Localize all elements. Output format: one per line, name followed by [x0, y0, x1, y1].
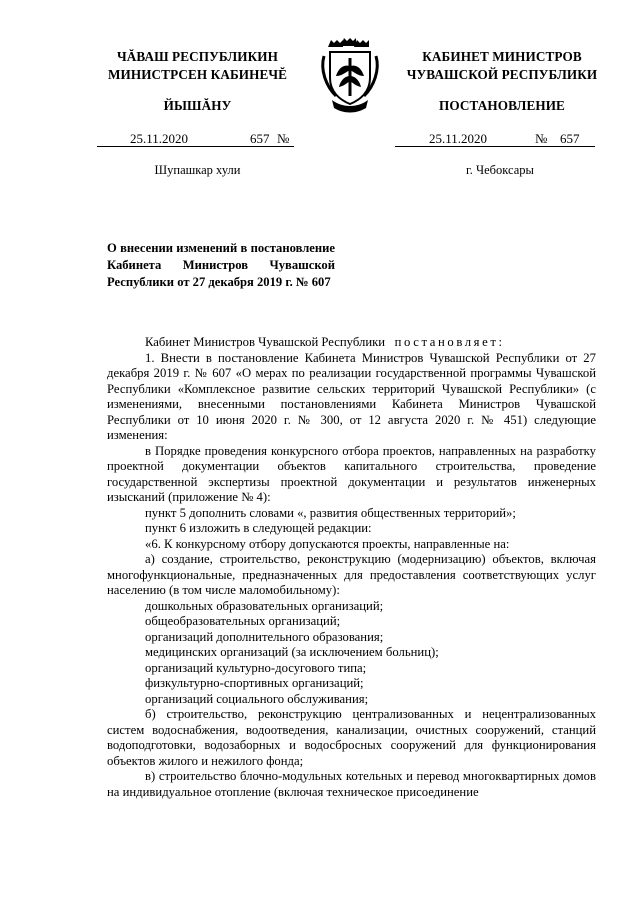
paragraph-2: в Порядке проведения конкурсного отбора проектов, направленных на разработку проектной документации объектов капитального строительства, проведение государственной экспертизы проектной документации и результатов инженерных изысканий (приложение № 4): — [107, 443, 596, 504]
list-item: физкультурно-спортивных организаций; — [145, 676, 364, 690]
header-left-line-1: ЧĂВАШ РЕСПУБЛИКИН — [116, 49, 279, 64]
left-place: Шупашкар хули — [154, 163, 241, 177]
document-body — [107, 335, 596, 800]
header-right-line-2: ЧУВАШСКОЙ РЕСПУБЛИКИ — [406, 67, 598, 82]
right-place: г. Чебоксары — [466, 163, 534, 177]
list-item: организаций социального обслуживания; — [145, 691, 369, 706]
paragraph-6: а) создание, строительство, реконструкцию (модернизацию) объектов, включая многофункциональные, предназначенных для предоставления соответствующих услуг населению (в том числе маломобильному): — [107, 552, 596, 597]
preamble-lead: Кабинет Министров Чувашской Республики — [145, 335, 386, 349]
list-item: медицинских организаций (за исключением больниц); — [145, 645, 439, 659]
paragraph-3: пункт 5 дополнить словами «, развития общественных территорий»; — [145, 505, 516, 520]
left-number-sign: № — [277, 131, 290, 146]
preamble-verb: постановляет: — [394, 335, 505, 349]
header-right-title — [393, 48, 611, 84]
document-subject: О внесении изменений в постановление Кабинета Министров Чувашской Республики от 27 декабря 2019 г. № 607 — [107, 241, 335, 289]
left-number: 657 — [250, 131, 270, 146]
header-left-title — [95, 48, 300, 84]
paragraph-1: 1. Внести в постановление Кабинета Министров Чувашской Республики от 27 декабря 2019 г. № 607 «О мерах по реализации государственной программы Чувашской Республики «Комплексное развитие сельских территорий Чувашской Республики» (с изменениями, внесенными постановлениями Кабинета Министров Чувашской Республики от 10 июня 2020 г. № 300, от 12 августа 2020 г. № 451) следующие изменения: — [107, 350, 596, 442]
header-left-line-2: МИНИСТРСЕН КАБИНЕЧĔ — [107, 67, 288, 82]
paragraph-5: «6. К конкурсному отбору допускаются проекты, направленные на: — [145, 536, 510, 551]
list-item: организаций дополнительного образования; — [145, 629, 384, 644]
right-date: 25.11.2020 — [429, 131, 488, 146]
list-item: общеобразовательных организаций; — [145, 614, 341, 628]
paragraph-b: б) строительство, реконструкцию централизованных и нецентрализованных систем водоснабжения, водоотведения, канализации, очистных сооружений, станций водоподготовки, водозаборных и водосбросных сооружений для функционирования объектов жилого и нежилого фонда; — [107, 707, 596, 768]
right-number-sign: № — [535, 131, 548, 146]
paragraph-v: в) строительство блочно-модульных котельных и перевод многоквартирных домов на индивидуальное отопление (включая техническое присоединение — [107, 769, 596, 799]
right-number: 657 — [560, 131, 580, 146]
paragraph-4: пункт 6 изложить в следующей редакции: — [145, 521, 372, 535]
list-item: дошкольных образовательных организаций; — [145, 598, 384, 613]
list-item: организаций культурно-досугового типа; — [145, 660, 367, 675]
preamble — [107, 335, 596, 351]
doc-kind-right: ПОСТАНОВЛЕНИЕ — [439, 98, 565, 113]
header-right-line-1: КАБИНЕТ МИНИСТРОВ — [422, 49, 582, 64]
left-date: 25.11.2020 — [130, 131, 189, 146]
doc-kind-left: ЙЫШĂНУ — [163, 98, 232, 113]
chuvash-coat-of-arms-icon — [318, 36, 382, 116]
